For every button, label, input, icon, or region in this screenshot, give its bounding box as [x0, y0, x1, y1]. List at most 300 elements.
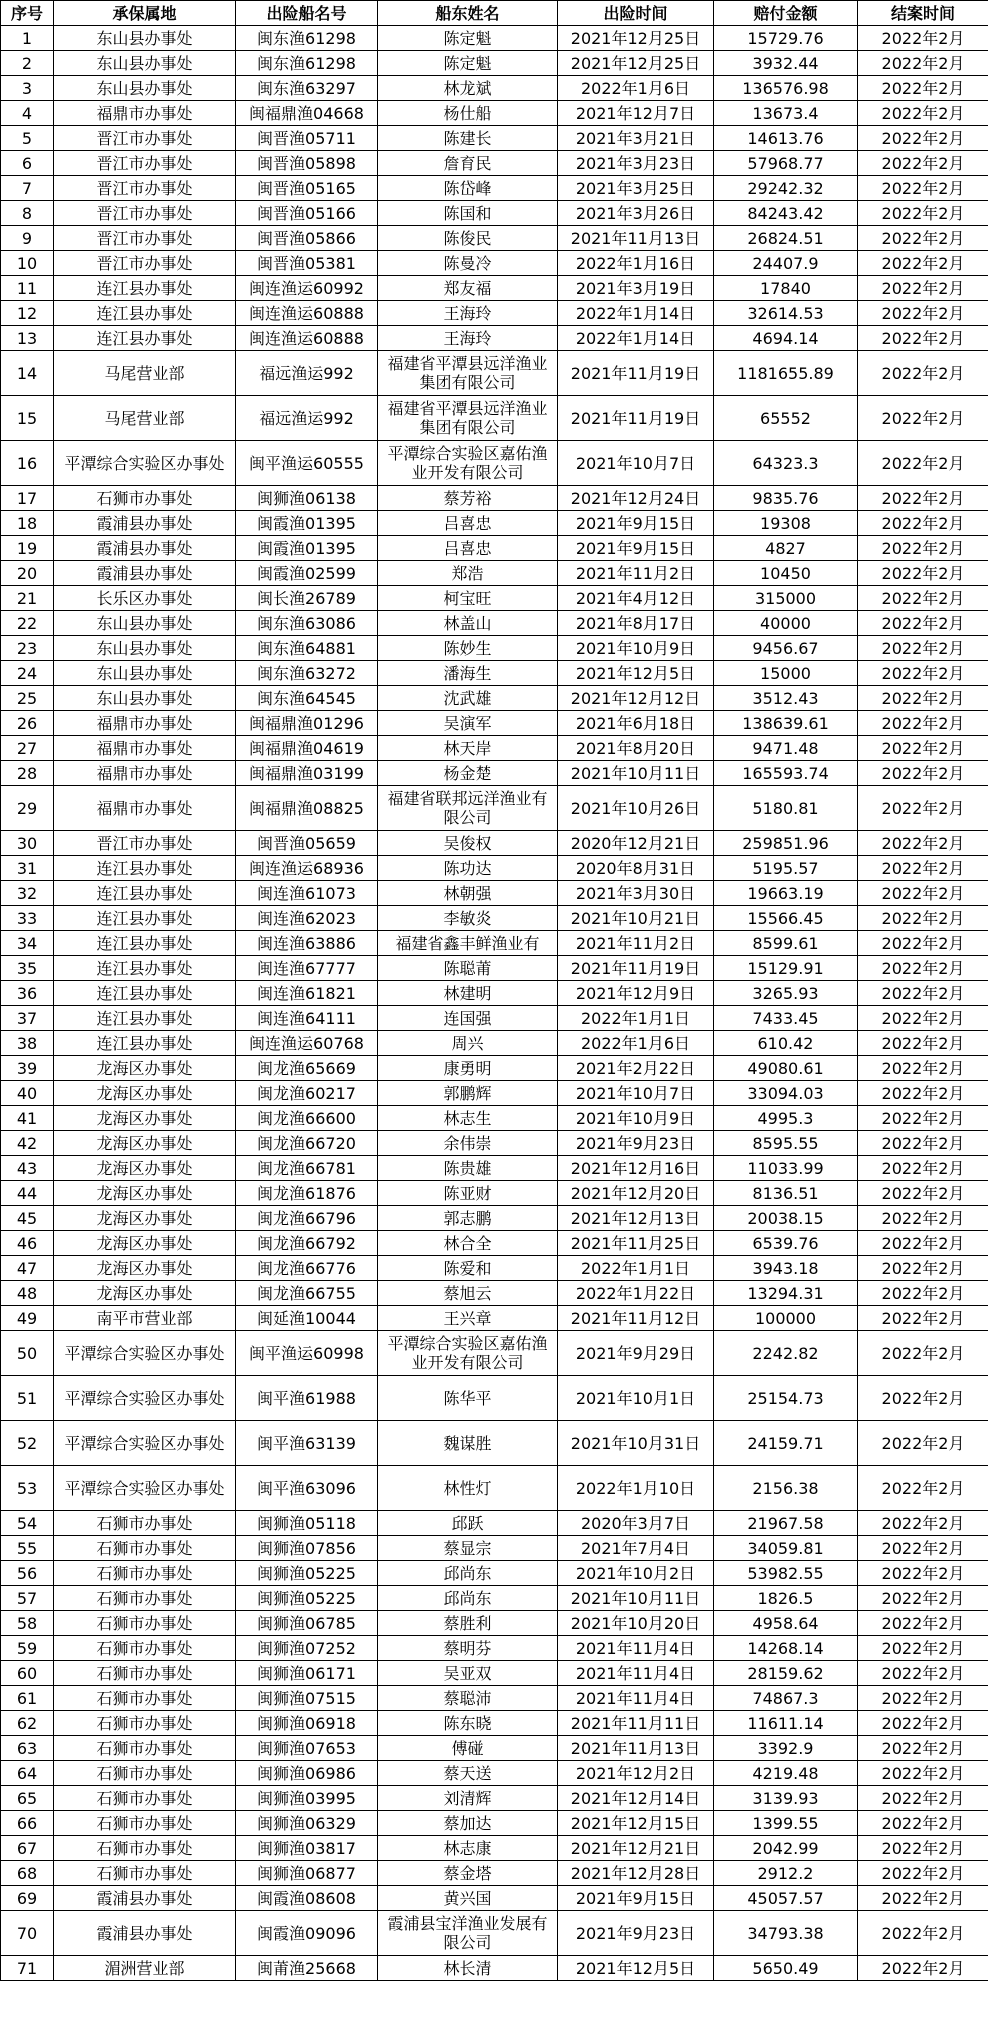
- cell-owner: 陈功达: [378, 856, 558, 881]
- cell-amount: 19663.19: [714, 881, 858, 906]
- cell-closing-date: 2022年2月: [858, 76, 988, 101]
- cell-owner: 福建省平潭县远洋渔业集团有限公司: [378, 396, 558, 441]
- cell-index: 22: [1, 611, 54, 636]
- cell-closing-date: 2022年2月: [858, 1561, 988, 1586]
- table-row: [1, 486, 988, 511]
- cell-amount: 14613.76: [714, 126, 858, 151]
- cell-incident-date: 2021年9月23日: [558, 1911, 714, 1956]
- cell-index: 24: [1, 661, 54, 686]
- cell-index: 21: [1, 586, 54, 611]
- cell-vessel: 闽福鼎渔08825: [236, 786, 378, 831]
- cell-amount: 100000: [714, 1306, 858, 1331]
- cell-owner: 蔡加达: [378, 1811, 558, 1836]
- cell-branch: 连江县办事处: [54, 1006, 236, 1031]
- cell-incident-date: 2021年12月2日: [558, 1761, 714, 1786]
- cell-owner: 林天岸: [378, 736, 558, 761]
- cell-vessel: 闽东渔63086: [236, 611, 378, 636]
- cell-amount: 20038.15: [714, 1206, 858, 1231]
- cell-index: 28: [1, 761, 54, 786]
- cell-branch: 东山县办事处: [54, 611, 236, 636]
- table-row: [1, 1231, 988, 1256]
- cell-index: 3: [1, 76, 54, 101]
- cell-closing-date: 2022年2月: [858, 1811, 988, 1836]
- cell-closing-date: 2022年2月: [858, 441, 988, 486]
- cell-vessel: 闽晋渔05711: [236, 126, 378, 151]
- table-row: [1, 226, 988, 251]
- cell-amount: 2912.2: [714, 1861, 858, 1886]
- cell-closing-date: 2022年2月: [858, 1661, 988, 1686]
- cell-amount: 65552: [714, 396, 858, 441]
- cell-incident-date: 2021年9月23日: [558, 1131, 714, 1156]
- table-row: [1, 1131, 988, 1156]
- cell-owner: 陈曼冷: [378, 251, 558, 276]
- cell-closing-date: 2022年2月: [858, 586, 988, 611]
- cell-incident-date: 2021年12月25日: [558, 26, 714, 51]
- cell-vessel: 闽狮渔06986: [236, 1761, 378, 1786]
- cell-amount: 2042.99: [714, 1836, 858, 1861]
- table-row: [1, 276, 988, 301]
- cell-owner: 连国强: [378, 1006, 558, 1031]
- cell-vessel: 闽长渔26789: [236, 586, 378, 611]
- cell-incident-date: 2020年8月31日: [558, 856, 714, 881]
- cell-vessel: 闽狮渔05118: [236, 1511, 378, 1536]
- cell-vessel: 闽狮渔03817: [236, 1836, 378, 1861]
- cell-incident-date: 2021年12月13日: [558, 1206, 714, 1231]
- cell-branch: 东山县办事处: [54, 686, 236, 711]
- table-row: [1, 856, 988, 881]
- cell-closing-date: 2022年2月: [858, 396, 988, 441]
- cell-amount: 9835.76: [714, 486, 858, 511]
- cell-amount: 21967.58: [714, 1511, 858, 1536]
- cell-index: 43: [1, 1156, 54, 1181]
- table-row: [1, 1761, 988, 1786]
- cell-amount: 3265.93: [714, 981, 858, 1006]
- cell-branch: 平潭综合实验区办事处: [54, 441, 236, 486]
- cell-owner: 林朝强: [378, 881, 558, 906]
- cell-vessel: 闽狮渔07252: [236, 1636, 378, 1661]
- cell-incident-date: 2021年11月25日: [558, 1231, 714, 1256]
- cell-vessel: 闽东渔63272: [236, 661, 378, 686]
- cell-amount: 15566.45: [714, 906, 858, 931]
- cell-incident-date: 2021年9月15日: [558, 511, 714, 536]
- cell-incident-date: 2022年1月1日: [558, 1006, 714, 1031]
- cell-incident-date: 2022年1月1日: [558, 1256, 714, 1281]
- cell-index: 55: [1, 1536, 54, 1561]
- cell-amount: 315000: [714, 586, 858, 611]
- table-row: [1, 1106, 988, 1131]
- cell-amount: 4958.64: [714, 1611, 858, 1636]
- cell-closing-date: 2022年2月: [858, 1331, 988, 1376]
- cell-owner: 潘海生: [378, 661, 558, 686]
- cell-closing-date: 2022年2月: [858, 1181, 988, 1206]
- table-row: [1, 1636, 988, 1661]
- cell-incident-date: 2021年10月11日: [558, 761, 714, 786]
- cell-incident-date: 2022年1月14日: [558, 326, 714, 351]
- cell-incident-date: 2021年11月4日: [558, 1686, 714, 1711]
- cell-incident-date: 2021年3月25日: [558, 176, 714, 201]
- cell-owner: 吕喜忠: [378, 511, 558, 536]
- cell-index: 67: [1, 1836, 54, 1861]
- cell-amount: 14268.14: [714, 1636, 858, 1661]
- cell-closing-date: 2022年2月: [858, 1281, 988, 1306]
- cell-vessel: 闽连渔运60768: [236, 1031, 378, 1056]
- cell-amount: 6539.76: [714, 1231, 858, 1256]
- table-row: [1, 441, 988, 486]
- cell-index: 41: [1, 1106, 54, 1131]
- table-row: [1, 1561, 988, 1586]
- cell-owner: 林志生: [378, 1106, 558, 1131]
- table-row: [1, 931, 988, 956]
- cell-amount: 34793.38: [714, 1911, 858, 1956]
- cell-incident-date: 2021年12月5日: [558, 1956, 714, 1981]
- cell-incident-date: 2022年1月6日: [558, 1031, 714, 1056]
- cell-owner: 詹育民: [378, 151, 558, 176]
- cell-owner: 邱尚东: [378, 1561, 558, 1586]
- cell-vessel: 闽连渔运60992: [236, 276, 378, 301]
- cell-owner: 邱跃: [378, 1511, 558, 1536]
- cell-owner: 康勇明: [378, 1056, 558, 1081]
- table-row: [1, 1536, 988, 1561]
- cell-index: 12: [1, 301, 54, 326]
- cell-incident-date: 2021年12月14日: [558, 1786, 714, 1811]
- table-row: [1, 1031, 988, 1056]
- cell-incident-date: 2021年11月11日: [558, 1711, 714, 1736]
- cell-closing-date: 2022年2月: [858, 1006, 988, 1031]
- cell-index: 19: [1, 536, 54, 561]
- cell-vessel: 闽连渔运60888: [236, 301, 378, 326]
- cell-amount: 2242.82: [714, 1331, 858, 1376]
- cell-index: 45: [1, 1206, 54, 1231]
- cell-branch: 福鼎市办事处: [54, 736, 236, 761]
- cell-branch: 石狮市办事处: [54, 486, 236, 511]
- cell-closing-date: 2022年2月: [858, 761, 988, 786]
- cell-branch: 平潭综合实验区办事处: [54, 1466, 236, 1511]
- cell-amount: 138639.61: [714, 711, 858, 736]
- cell-vessel: 闽福鼎渔04619: [236, 736, 378, 761]
- table-row: [1, 906, 988, 931]
- cell-branch: 石狮市办事处: [54, 1736, 236, 1761]
- cell-incident-date: 2022年1月22日: [558, 1281, 714, 1306]
- table-row: [1, 1376, 988, 1421]
- cell-index: 16: [1, 441, 54, 486]
- cell-branch: 龙海区办事处: [54, 1156, 236, 1181]
- table-row: [1, 561, 988, 586]
- cell-incident-date: 2021年12月25日: [558, 51, 714, 76]
- cell-closing-date: 2022年2月: [858, 26, 988, 51]
- cell-owner: 林长清: [378, 1956, 558, 1981]
- cell-vessel: 闽连渔64111: [236, 1006, 378, 1031]
- header-row: [1, 1, 988, 26]
- cell-incident-date: 2022年1月6日: [558, 76, 714, 101]
- cell-amount: 5180.81: [714, 786, 858, 831]
- cell-closing-date: 2022年2月: [858, 931, 988, 956]
- cell-index: 26: [1, 711, 54, 736]
- cell-incident-date: 2021年2月22日: [558, 1056, 714, 1081]
- cell-amount: 1399.55: [714, 1811, 858, 1836]
- cell-incident-date: 2021年10月20日: [558, 1611, 714, 1636]
- cell-amount: 28159.62: [714, 1661, 858, 1686]
- cell-amount: 5650.49: [714, 1956, 858, 1981]
- cell-closing-date: 2022年2月: [858, 326, 988, 351]
- cell-owner: 吴俊权: [378, 831, 558, 856]
- table-row: [1, 1466, 988, 1511]
- cell-index: 34: [1, 931, 54, 956]
- cell-owner: 陈建长: [378, 126, 558, 151]
- cell-vessel: 闽福鼎渔03199: [236, 761, 378, 786]
- cell-owner: 陈亚财: [378, 1181, 558, 1206]
- cell-owner: 陈爱和: [378, 1256, 558, 1281]
- cell-branch: 连江县办事处: [54, 326, 236, 351]
- table-row: [1, 661, 988, 686]
- cell-closing-date: 2022年2月: [858, 981, 988, 1006]
- cell-closing-date: 2022年2月: [858, 1736, 988, 1761]
- cell-index: 48: [1, 1281, 54, 1306]
- cell-branch: 晋江市办事处: [54, 201, 236, 226]
- cell-branch: 石狮市办事处: [54, 1511, 236, 1536]
- cell-branch: 龙海区办事处: [54, 1206, 236, 1231]
- cell-incident-date: 2021年9月29日: [558, 1331, 714, 1376]
- cell-branch: 连江县办事处: [54, 1031, 236, 1056]
- cell-amount: 9471.48: [714, 736, 858, 761]
- cell-vessel: 闽平渔63096: [236, 1466, 378, 1511]
- cell-branch: 石狮市办事处: [54, 1561, 236, 1586]
- cell-owner: 蔡聪沛: [378, 1686, 558, 1711]
- cell-incident-date: 2021年10月7日: [558, 441, 714, 486]
- cell-owner: 吴亚双: [378, 1661, 558, 1686]
- cell-amount: 15729.76: [714, 26, 858, 51]
- cell-branch: 东山县办事处: [54, 26, 236, 51]
- cell-incident-date: 2022年1月10日: [558, 1466, 714, 1511]
- cell-branch: 龙海区办事处: [54, 1081, 236, 1106]
- cell-closing-date: 2022年2月: [858, 536, 988, 561]
- cell-amount: 24159.71: [714, 1421, 858, 1466]
- cell-incident-date: 2021年12月24日: [558, 486, 714, 511]
- cell-incident-date: 2022年1月14日: [558, 301, 714, 326]
- cell-closing-date: 2022年2月: [858, 561, 988, 586]
- cell-closing-date: 2022年2月: [858, 736, 988, 761]
- table-row: [1, 1421, 988, 1466]
- table-row: [1, 831, 988, 856]
- cell-branch: 东山县办事处: [54, 636, 236, 661]
- cell-owner: 福建省联邦远洋渔业有限公司: [378, 786, 558, 831]
- cell-closing-date: 2022年2月: [858, 686, 988, 711]
- cell-index: 29: [1, 786, 54, 831]
- cell-vessel: 闽晋渔05898: [236, 151, 378, 176]
- cell-branch: 晋江市办事处: [54, 176, 236, 201]
- cell-index: 27: [1, 736, 54, 761]
- cell-closing-date: 2022年2月: [858, 1131, 988, 1156]
- cell-closing-date: 2022年2月: [858, 1081, 988, 1106]
- cell-branch: 晋江市办事处: [54, 126, 236, 151]
- cell-branch: 龙海区办事处: [54, 1231, 236, 1256]
- header-owner: 船东姓名: [378, 1, 558, 26]
- cell-index: 32: [1, 881, 54, 906]
- table-row: [1, 1306, 988, 1331]
- cell-vessel: 闽龙渔66776: [236, 1256, 378, 1281]
- cell-closing-date: 2022年2月: [858, 1206, 988, 1231]
- cell-closing-date: 2022年2月: [858, 1511, 988, 1536]
- cell-vessel: 闽狮渔05225: [236, 1586, 378, 1611]
- cell-vessel: 闽平渔运60555: [236, 441, 378, 486]
- cell-closing-date: 2022年2月: [858, 1031, 988, 1056]
- cell-amount: 32614.53: [714, 301, 858, 326]
- cell-incident-date: 2021年7月4日: [558, 1536, 714, 1561]
- cell-incident-date: 2021年3月21日: [558, 126, 714, 151]
- cell-amount: 26824.51: [714, 226, 858, 251]
- cell-index: 44: [1, 1181, 54, 1206]
- cell-closing-date: 2022年2月: [858, 956, 988, 981]
- cell-amount: 3932.44: [714, 51, 858, 76]
- cell-owner: 平潭综合实验区嘉佑渔业开发有限公司: [378, 441, 558, 486]
- cell-index: 51: [1, 1376, 54, 1421]
- cell-vessel: 闽连渔67777: [236, 956, 378, 981]
- table-row: [1, 956, 988, 981]
- cell-amount: 11611.14: [714, 1711, 858, 1736]
- cell-owner: 余伟崇: [378, 1131, 558, 1156]
- table-row: [1, 151, 988, 176]
- cell-index: 5: [1, 126, 54, 151]
- cell-branch: 龙海区办事处: [54, 1106, 236, 1131]
- table-row: [1, 201, 988, 226]
- cell-vessel: 闽狮渔06918: [236, 1711, 378, 1736]
- cell-vessel: 福远渔运992: [236, 351, 378, 396]
- cell-closing-date: 2022年2月: [858, 276, 988, 301]
- cell-index: 60: [1, 1661, 54, 1686]
- cell-owner: 黄兴国: [378, 1886, 558, 1911]
- cell-branch: 石狮市办事处: [54, 1686, 236, 1711]
- cell-branch: 龙海区办事处: [54, 1281, 236, 1306]
- cell-vessel: 闽狮渔07856: [236, 1536, 378, 1561]
- cell-closing-date: 2022年2月: [858, 1711, 988, 1736]
- cell-incident-date: 2021年11月4日: [558, 1661, 714, 1686]
- table-row: [1, 1331, 988, 1376]
- cell-amount: 4219.48: [714, 1761, 858, 1786]
- cell-index: 69: [1, 1886, 54, 1911]
- cell-vessel: 闽晋渔05166: [236, 201, 378, 226]
- table-row: [1, 1256, 988, 1281]
- cell-owner: 吕喜忠: [378, 536, 558, 561]
- cell-closing-date: 2022年2月: [858, 226, 988, 251]
- cell-owner: 沈武雄: [378, 686, 558, 711]
- cell-branch: 连江县办事处: [54, 981, 236, 1006]
- cell-amount: 74867.3: [714, 1686, 858, 1711]
- cell-index: 30: [1, 831, 54, 856]
- cell-vessel: 闽连渔运68936: [236, 856, 378, 881]
- cell-index: 50: [1, 1331, 54, 1376]
- cell-branch: 长乐区办事处: [54, 586, 236, 611]
- cell-index: 15: [1, 396, 54, 441]
- cell-branch: 连江县办事处: [54, 956, 236, 981]
- cell-incident-date: 2021年4月12日: [558, 586, 714, 611]
- header-branch: 承保属地: [54, 1, 236, 26]
- cell-amount: 34059.81: [714, 1536, 858, 1561]
- cell-closing-date: 2022年2月: [858, 1256, 988, 1281]
- cell-closing-date: 2022年2月: [858, 1421, 988, 1466]
- cell-closing-date: 2022年2月: [858, 1861, 988, 1886]
- cell-incident-date: 2021年11月13日: [558, 226, 714, 251]
- table-row: [1, 1206, 988, 1231]
- cell-branch: 湄洲营业部: [54, 1956, 236, 1981]
- cell-owner: 陈定魁: [378, 26, 558, 51]
- cell-branch: 龙海区办事处: [54, 1181, 236, 1206]
- cell-index: 56: [1, 1561, 54, 1586]
- cell-incident-date: 2020年3月7日: [558, 1511, 714, 1536]
- cell-incident-date: 2021年12月21日: [558, 1836, 714, 1861]
- cell-amount: 8136.51: [714, 1181, 858, 1206]
- cell-vessel: 闽晋渔05659: [236, 831, 378, 856]
- cell-branch: 霞浦县办事处: [54, 1886, 236, 1911]
- table-row: [1, 536, 988, 561]
- table-row: [1, 396, 988, 441]
- cell-branch: 石狮市办事处: [54, 1836, 236, 1861]
- table-row: [1, 301, 988, 326]
- cell-closing-date: 2022年2月: [858, 1886, 988, 1911]
- cell-vessel: 闽霞渔01395: [236, 536, 378, 561]
- table-row: [1, 761, 988, 786]
- cell-owner: 陈妙生: [378, 636, 558, 661]
- cell-incident-date: 2021年9月15日: [558, 536, 714, 561]
- cell-index: 8: [1, 201, 54, 226]
- cell-incident-date: 2021年10月31日: [558, 1421, 714, 1466]
- cell-owner: 陈华平: [378, 1376, 558, 1421]
- cell-vessel: 闽龙渔65669: [236, 1056, 378, 1081]
- cell-index: 46: [1, 1231, 54, 1256]
- cell-closing-date: 2022年2月: [858, 176, 988, 201]
- cell-branch: 石狮市办事处: [54, 1586, 236, 1611]
- cell-branch: 南平市营业部: [54, 1306, 236, 1331]
- cell-index: 2: [1, 51, 54, 76]
- table-row: [1, 736, 988, 761]
- cell-closing-date: 2022年2月: [858, 1466, 988, 1511]
- cell-incident-date: 2021年12月16日: [558, 1156, 714, 1181]
- cell-branch: 福鼎市办事处: [54, 761, 236, 786]
- cell-incident-date: 2021年11月19日: [558, 396, 714, 441]
- table-row: [1, 351, 988, 396]
- cell-owner: 吴演军: [378, 711, 558, 736]
- cell-owner: 林盖山: [378, 611, 558, 636]
- cell-closing-date: 2022年2月: [858, 151, 988, 176]
- cell-owner: 平潭综合实验区嘉佑渔业开发有限公司: [378, 1331, 558, 1376]
- cell-index: 33: [1, 906, 54, 931]
- cell-branch: 东山县办事处: [54, 51, 236, 76]
- cell-vessel: 闽狮渔06329: [236, 1811, 378, 1836]
- cell-vessel: 闽龙渔61876: [236, 1181, 378, 1206]
- cell-owner: 傅碰: [378, 1736, 558, 1761]
- cell-index: 31: [1, 856, 54, 881]
- table-row: [1, 176, 988, 201]
- cell-owner: 林龙斌: [378, 76, 558, 101]
- cell-incident-date: 2021年3月19日: [558, 276, 714, 301]
- cell-closing-date: 2022年2月: [858, 486, 988, 511]
- cell-vessel: 闽霞渔09096: [236, 1911, 378, 1956]
- cell-amount: 1826.5: [714, 1586, 858, 1611]
- cell-vessel: 闽龙渔66720: [236, 1131, 378, 1156]
- cell-branch: 东山县办事处: [54, 76, 236, 101]
- table-row: [1, 1056, 988, 1081]
- cell-incident-date: 2021年10月7日: [558, 1081, 714, 1106]
- cell-index: 68: [1, 1861, 54, 1886]
- cell-amount: 29242.32: [714, 176, 858, 201]
- cell-vessel: 闽连渔运60888: [236, 326, 378, 351]
- cell-vessel: 闽狮渔05225: [236, 1561, 378, 1586]
- table-row: [1, 251, 988, 276]
- cell-closing-date: 2022年2月: [858, 301, 988, 326]
- cell-amount: 24407.9: [714, 251, 858, 276]
- cell-index: 18: [1, 511, 54, 536]
- cell-index: 40: [1, 1081, 54, 1106]
- table-row: [1, 26, 988, 51]
- cell-incident-date: 2021年10月1日: [558, 1376, 714, 1421]
